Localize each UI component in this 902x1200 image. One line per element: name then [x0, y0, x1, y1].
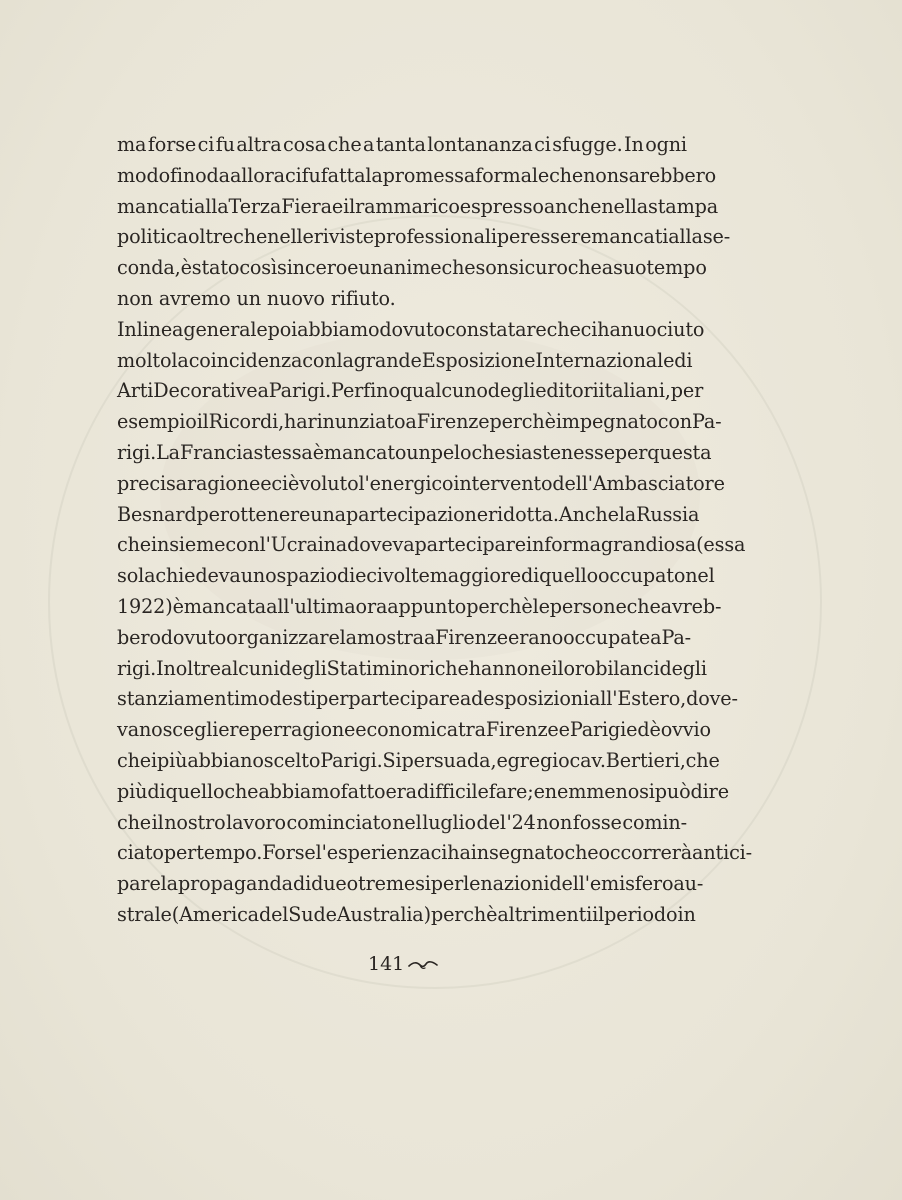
text-line: vano scegliere per ragione economica tra Firenze e Parigi ed è ovvio [117, 718, 711, 742]
body-text [117, 130, 753, 931]
page-number: 141 [368, 953, 405, 975]
text-line: sola chiedeva uno spazio dieci volte maggiore di quello occupato nel [117, 564, 715, 588]
text-line: politica oltre che nelle riviste professionali per essere mancati alla se- [117, 225, 731, 249]
text-line: più di quello che abbiamo fatto era difficile fare; e nemmeno si può dire [117, 779, 729, 803]
text-line: rigi. Inoltre alcuni degli Stati minori che hanno nei loro bilanci degli [117, 656, 707, 680]
text-line: rigi. La Francia stessa è mancato un pelo che si astenesse per questa [117, 440, 712, 464]
text-line: molto la coincidenza con la grande Esposizione Internazionale di [117, 348, 693, 372]
text-line: Besnard per ottenere una partecipazione ridotta. Anche la Russia [117, 502, 700, 526]
text-line: che insieme con l'Ucraina doveva partecipare in forma grandiosa (essa [117, 533, 746, 557]
text-line: In linea generale poi abbiamo dovuto constatare che ci ha nuociuto [117, 317, 705, 341]
text-line: che i più abbiano scelto Parigi. Si persuada, egregio cav. Bertieri, che [117, 748, 720, 772]
flourish-icon [408, 957, 438, 971]
text-line: conda, è stato così sincero e unanime che son sicuro che a suo tempo [117, 256, 707, 280]
text-line: bero dovuto organizzare la mostra a Firenze erano occupate a Pa- [117, 625, 691, 649]
text-line: esempio il Ricordi, ha rinunziato a Firenze perchè impegnato con Pa- [117, 410, 722, 434]
page-footer [368, 953, 438, 975]
text-line: mancati alla Terza Fiera e il rammarico espresso anche nella stampa [117, 194, 719, 218]
text-line: Arti Decorative a Parigi. Perfino qualcuno degli editori italiani, per [117, 379, 704, 403]
text-line: strale (America del Sud e Australia) perchè altrimenti il periodo in [117, 902, 696, 926]
text-line: non avremo un nuovo rifiuto. [117, 286, 396, 310]
text-line: che il nostro lavoro cominciato nel luglio del '24 non fosse comin- [117, 810, 687, 834]
text-line: ciato per tempo. Forse l'esperienza ci ha insegnato che occorrerà antici- [117, 841, 753, 865]
text-line: ma forse ci fu altra cosa che a tanta lontananza ci sfugge. In ogni [117, 133, 687, 156]
text-line: modo fino da allora ci fu fatta la promessa formale che non sarebbero [117, 163, 717, 187]
text-line: pare la propaganda di due o tre mesi per le nazioni dell'emisfero au- [117, 872, 704, 896]
text-line: precisa ragione e ci è voluto l'energico intervento dell'Ambasciatore [117, 471, 725, 495]
text-line: stanziamenti modesti per partecipare ad esposizioni all'Estero, dove- [117, 687, 738, 711]
text-line: 1922) è mancata all'ultima ora appunto perchè le persone che avreb- [117, 594, 722, 618]
